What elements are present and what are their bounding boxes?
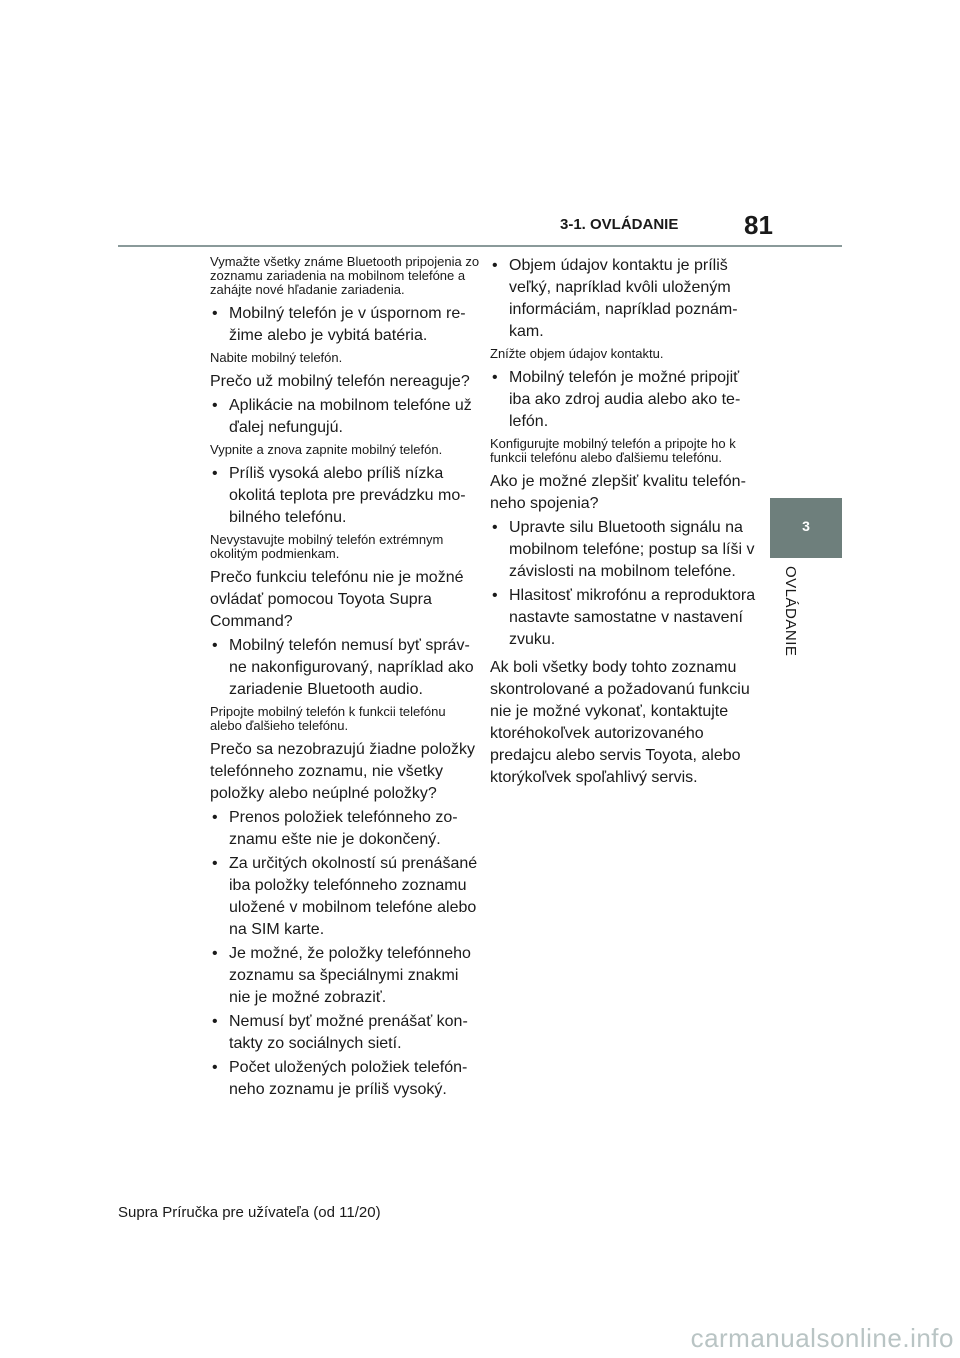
question-heading: Ako je možné zlepšiť kvalitu telefónneho spojenia? <box>490 473 746 512</box>
bullet-item: • Aplikácie na mobilnom telefóne už ďalej nefungujú. <box>210 395 480 439</box>
right-column <box>490 255 758 789</box>
instruction-text: Nabite mobilný telefón. <box>210 350 343 365</box>
bullet-list <box>490 255 758 343</box>
question-heading: Prečo sa nezobrazujú žiadne položky telefónneho zoznamu, nie všetky položky alebo neúplné položky? <box>210 741 476 802</box>
bullet-list <box>210 635 480 701</box>
instruction-text: Konfigurujte mobilný telefón a pripojte ho k funkcii telefónu alebo ďalšiemu telefónu. <box>490 436 736 465</box>
bullet-item: • Hlasitosť mikrofónu a reproduktora nastavte samostatne v nastavení zvuku. <box>490 585 758 651</box>
footer-text: Supra Príručka pre užívateľa (od 11/20) <box>118 1204 381 1221</box>
bullet-list <box>490 367 758 433</box>
instruction-text: Vymažte všetky známe Bluetooth pripojenia zo zoznamu zariadenia na mobilnom telefóne a zahájte nové hľadanie zariadenia. <box>210 254 480 297</box>
bullet-item: • Príliš vysoká alebo príliš nízka okolitá teplota pre prevádzku mobilného telefónu. <box>210 463 480 529</box>
header-divider <box>118 245 842 247</box>
bullet-list <box>210 395 480 439</box>
bullet-item: • Počet uložených položiek telefónneho zoznamu je príliš vysoký. <box>210 1057 480 1101</box>
bullet-item: • Je možné, že položky telefónneho zoznamu sa špeciálnymi znakmi nie je možné zobraziť. <box>210 943 480 1009</box>
section-title: 3-1. OVLÁDANIE <box>560 216 679 233</box>
bullet-list <box>210 463 480 529</box>
page-number: 81 <box>744 210 773 240</box>
instruction-text: Nevystavujte mobilný telefón extrémnym okolitým podmienkam. <box>210 532 444 561</box>
left-column <box>210 255 480 1105</box>
bullet-list <box>210 807 480 1101</box>
chapter-tab[interactable] <box>770 498 842 558</box>
bullet-list <box>210 303 480 347</box>
question-heading: Prečo funkciu telefónu nie je možné ovládať pomocou Toyota Supra Command? <box>210 569 464 630</box>
bullet-item: • Prenos položiek telefónneho zoznamu ešte nie je dokončený. <box>210 807 480 851</box>
question-heading: Prečo už mobilný telefón nereaguje? <box>210 373 470 390</box>
bullet-list <box>490 517 758 651</box>
bullet-item: • Mobilný telefón nemusí byť správne nakonfigurovaný, napríklad ako zariadenie Bluetooth audio. <box>210 635 480 701</box>
bullet-item: • Za určitých okolností sú prenášané iba položky telefónneho zoznamu uložené v mobilnom telefóne alebo na SIM karte. <box>210 853 480 941</box>
bullet-item: • Upravte silu Bluetooth signálu na mobilnom telefóne; postup sa líši v závislosti na mobilnom telefóne. <box>490 517 758 583</box>
chapter-label: OVLÁDANIE <box>782 566 799 657</box>
bullet-item: • Mobilný telefón je v úspornom režime alebo je vybitá batéria. <box>210 303 480 347</box>
bullet-item: • Mobilný telefón je možné pripojiť iba ako zdroj audia alebo ako telefón. <box>490 367 758 433</box>
closing-paragraph: Ak boli všetky body tohto zoznamu skontrolované a požadovanú funkciu nie je možné vykonať, kontaktujte ktoréhokoľvek autorizovaného predajcu alebo servis Toyota, alebo ktorýkoľvek spoľahlivý servis. <box>490 659 750 786</box>
instruction-text: Znížte objem údajov kontaktu. <box>490 346 664 361</box>
instruction-text: Pripojte mobilný telefón k funkcii telefónu alebo ďalšieho telefónu. <box>210 704 446 733</box>
bullet-item: • Nemusí byť možné prenášať kontakty zo sociálnych sietí. <box>210 1011 480 1055</box>
instruction-text: Vypnite a znova zapnite mobilný telefón. <box>210 442 443 457</box>
bullet-item: • Objem údajov kontaktu je príliš veľký, napríklad kvôli uloženým informáciám, napríklad poznámkam. <box>490 255 758 343</box>
chapter-number: 3 <box>802 518 810 534</box>
watermark: carmanualsonline.info <box>690 1323 954 1353</box>
